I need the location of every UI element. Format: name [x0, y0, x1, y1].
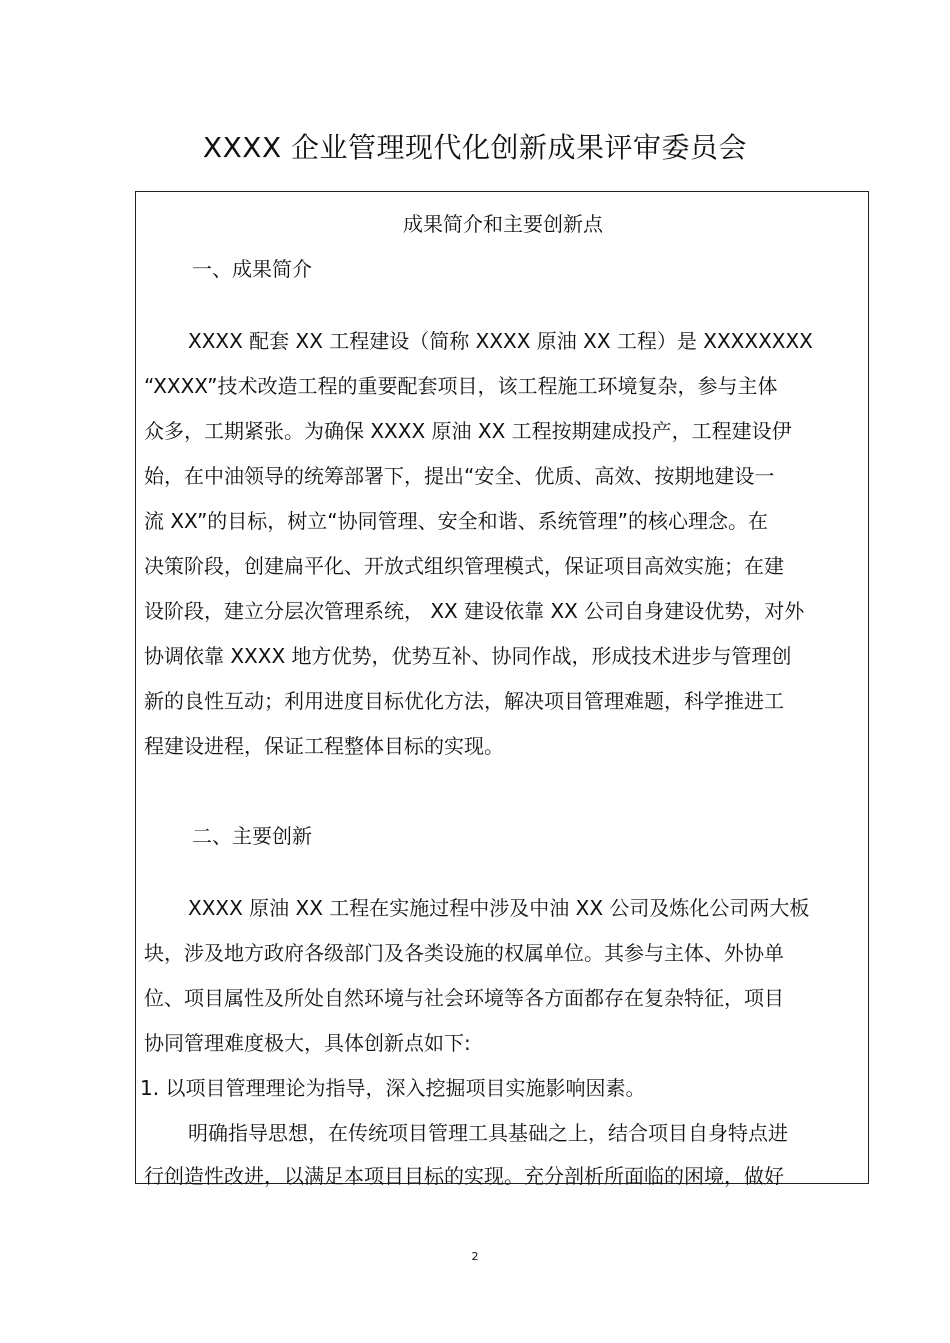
- paragraph-line: 明确指导思想，在传统项目管理工具基础之上，结合项目自身特点进: [188, 1121, 788, 1145]
- paragraph-line: 流 XX”的目标，树立“协同管理、安全和谐、系统管理”的核心理念。在: [144, 509, 769, 533]
- page-title: XXXX 企业管理现代化创新成果评审委员会: [202, 131, 748, 164]
- paragraph-line: 位、项目属性及所处自然环境与社会环境等各方面都存在复杂特征，项目: [144, 986, 784, 1010]
- numbered-point: 1. 以项目管理理论为指导，深入挖掘项目实施影响因素。: [140, 1076, 646, 1100]
- paragraph-line: 始，在中油领导的统筹部署下，提出“安全、优质、高效、按期地建设一: [144, 464, 775, 488]
- paragraph-line: “XXXX”技术改造工程的重要配套项目，该工程施工环境复杂，参与主体: [144, 374, 778, 398]
- paragraph-line: 众多，工期紧张。为确保 XXXX 原油 XX 工程按期建成投产，工程建设伊: [144, 419, 792, 443]
- paragraph-line: 协同管理难度极大，具体创新点如下:: [144, 1031, 471, 1055]
- paragraph-line: 程建设进程，保证工程整体目标的实现。: [144, 734, 504, 758]
- section-heading-intro: 一、成果简介: [192, 257, 312, 281]
- paragraph-line: 协调依靠 XXXX 地方优势，优势互补、协同作战，形成技术进步与管理创: [144, 644, 792, 668]
- paragraph-line: 新的良性互动；利用进度目标优化方法，解决项目管理难题，科学推进工: [144, 689, 784, 713]
- paragraph-line: XXXX 配套 XX 工程建设（简称 XXXX 原油 XX 工程）是 XXXXXXXX: [188, 329, 813, 353]
- content-box: [135, 191, 869, 1188]
- paragraph-line: 块，涉及地方政府各级部门及各类设施的权属单位。其参与主体、外协单: [144, 941, 784, 965]
- section-heading-innovation: 二、主要创新: [192, 824, 312, 848]
- paragraph-line: 设阶段，建立分层次管理系统， XX 建设依靠 XX 公司自身建设优势，对外: [144, 599, 805, 623]
- page-number: 2: [471, 1250, 479, 1263]
- paragraph-line: 决策阶段，创建扁平化、开放式组织管理模式，保证项目高效实施；在建: [144, 554, 784, 578]
- paragraph-line: 行创造性改进，以满足本项目目标的实现。充分剖析所面临的困境，做好: [144, 1164, 784, 1188]
- box-heading: 成果简介和主要创新点: [403, 212, 603, 236]
- paragraph-line: XXXX 原油 XX 工程在实施过程中涉及中油 XX 公司及炼化公司两大板: [188, 896, 810, 920]
